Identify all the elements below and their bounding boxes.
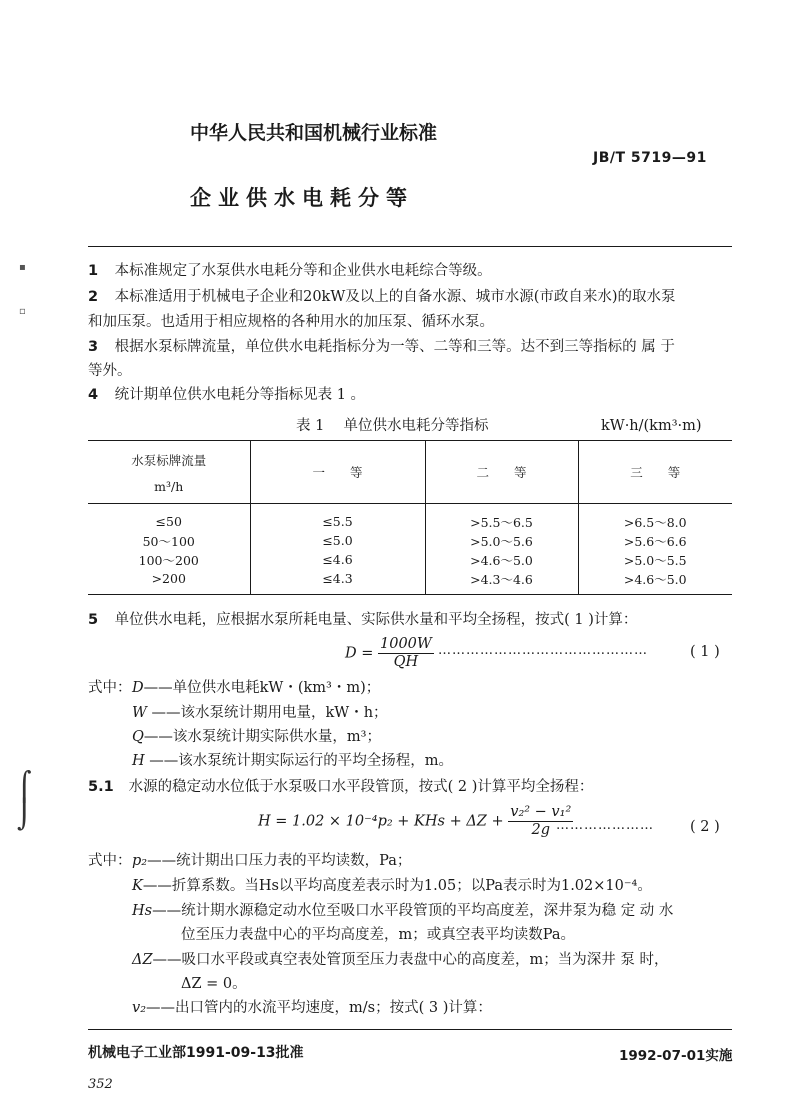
table-bottom-rule [88, 594, 732, 595]
org-title: 中华人民共和国机械行业标准 [190, 122, 438, 144]
formula-1-fraction [378, 636, 434, 671]
clause-text: 单位供水电耗，应根据水泵所耗电量、实际供水量和平均全扬程，按式( 1 )计算： [114, 612, 638, 628]
clause-3-continued: 等外。 [88, 363, 132, 379]
header-flow-rate [88, 441, 250, 504]
cell-grade-1: ≤5.0 [250, 531, 425, 550]
clause-1 [88, 262, 492, 281]
def-Hs [132, 902, 673, 921]
table-row [88, 531, 732, 550]
def-Hs-continued: 位至压力表盘中心的平均高度差，m；或真空表平均读数Pa。 [181, 927, 575, 943]
formula-1-lhs: D = [345, 645, 374, 662]
table-caption: 表 1 单位供水电耗分等指标 [296, 418, 489, 434]
definition: ——统计期出口压力表的平均读数，Pa； [147, 853, 412, 869]
footer-rule [88, 1029, 732, 1030]
symbol: v₂ [132, 1000, 147, 1016]
formula-2-tag: ( 2 ) [690, 819, 720, 835]
clause-text: 统计期单位供水电耗分等指标见表 1 。 [114, 387, 366, 403]
formula-2-lhs: H = 1.02 × 10⁻⁴p₂ + KHs + ΔZ + [258, 813, 504, 830]
clause-text: 本标准规定了水泵供水电耗分等和企业供水电耗综合等级。 [114, 263, 492, 279]
definition: ——单位供水电耗kW・(km³・m)； [143, 680, 381, 696]
symbol: W [132, 705, 147, 721]
def-dZ [132, 951, 669, 970]
clause-5-1 [88, 778, 593, 797]
formula-1 [345, 636, 434, 671]
energy-grade-table [88, 440, 732, 594]
formula-1-tag: ( 1 ) [690, 644, 720, 660]
formula-2-denominator: 2g [531, 822, 551, 838]
formula-1-denominator: QH [393, 654, 419, 670]
symbol: ΔZ [132, 952, 153, 968]
clause-text-line1: 根据水泵标牌流量，单位供水电耗指标分为一等、二等和三等。达不到三等指标的 属 于 [114, 339, 675, 355]
formula-1-leader: ……………………………………… [438, 643, 648, 658]
clause-number: 3 [88, 339, 99, 355]
header-grade-3: 三 等 [578, 441, 732, 504]
table-unit: kW·h/(km³·m) [601, 418, 702, 434]
header-grade-2: 二 等 [425, 441, 578, 504]
definition: ——统计期水源稳定动水位至吸口水平段管顶的平均高度差，深井泵为稳 定 动 水 [152, 903, 674, 919]
margin-mark: ▫ [19, 306, 26, 317]
effective-date: 1992-07-01实施 [619, 1048, 733, 1064]
cell-grade-2: >4.6～5.0 [425, 550, 578, 569]
cell-grade-3: >5.0～5.5 [578, 550, 732, 569]
def-dZ-continued: ΔZ = 0。 [181, 976, 247, 992]
def-v2 [132, 999, 492, 1018]
cell-grade-1: ≤4.3 [250, 569, 425, 594]
table-row [88, 550, 732, 569]
definition: ——该水泵统计期实际供水量，m³； [143, 729, 381, 745]
definition: ——该水泵统计期实际运行的平均全扬程，m。 [144, 753, 454, 769]
symbol: H [132, 753, 145, 769]
cell-grade-3: >5.6～6.6 [578, 531, 732, 550]
clause-number: 2 [88, 289, 99, 305]
def-Q [132, 728, 381, 747]
symbol: K [132, 878, 143, 894]
where-label: 式中： [88, 853, 132, 869]
header-rule [88, 246, 732, 247]
clause-number: 1 [88, 263, 99, 279]
standard-code: JB/T 5719—91 [593, 150, 707, 166]
clause-2 [88, 288, 676, 307]
formula-2 [258, 804, 573, 839]
clause-text: 水源的稳定动水位低于水泵吸口水平段管顶，按式( 2 )计算平均全扬程： [128, 779, 594, 795]
header-grade-1: 一 等 [250, 441, 425, 504]
clause-2-continued: 和加压泵。也适用于相应规格的各种用水的加压泵、循环水泵。 [88, 314, 494, 330]
clause-4 [88, 386, 365, 405]
cell-grade-2: >5.0～5.6 [425, 531, 578, 550]
clause-number: 5.1 [88, 779, 114, 795]
clause-text-line1: 本标准适用于机械电子企业和20kW及以上的自备水源、城市水源(市政自来水)的取水泵 [114, 289, 676, 305]
approval-line: 机械电子工业部1991-09-13批准 [88, 1045, 304, 1061]
cell-grade-3: >4.6～5.0 [578, 569, 732, 594]
clause-number: 4 [88, 387, 99, 403]
cell-grade-3: >6.5～8.0 [578, 504, 732, 532]
formula-2-leader: ………………… [556, 818, 654, 833]
header-flow-label: 水泵标牌流量 [131, 452, 207, 468]
clause-number: 5 [88, 612, 99, 628]
table-header-row [88, 441, 732, 504]
margin-mark: ▪ [19, 262, 26, 273]
cell-flow: 100～200 [138, 552, 199, 568]
symbol: p₂ [132, 853, 148, 869]
where-label: 式中： [88, 680, 132, 696]
margin-bracket: ⌡ [17, 798, 32, 831]
symbol: Hs [132, 903, 153, 919]
table-row [88, 569, 732, 594]
cell-flow: 50～100 [142, 533, 195, 549]
page-number: 352 [88, 1077, 113, 1092]
cell-flow: >200 [151, 571, 186, 586]
formula-2-numerator: v₂² − v₁² [510, 804, 572, 820]
cell-grade-2: >4.3～4.6 [425, 569, 578, 594]
def-H [132, 752, 453, 771]
clause-5 [88, 611, 637, 630]
document-title: 企业供水电耗分等 [190, 186, 414, 210]
formula-1-numerator: 1000W [380, 636, 432, 652]
def-D [132, 679, 380, 698]
def-W [132, 704, 388, 723]
clause-3 [88, 338, 675, 357]
cell-grade-1: ≤4.6 [250, 550, 425, 569]
cell-grade-2: >5.5～6.5 [425, 504, 578, 532]
definition: ——折算系数。当Hs以平均高度差表示时为1.05；以Pa表示时为1.02×10⁻⁴。 [142, 878, 652, 894]
definition: ——吸口水平段或真空表处管顶至压力表盘中心的高度差，m；当为深井 泵 时， [152, 952, 669, 968]
cell-flow: ≤50 [155, 514, 182, 529]
definition: ——该水泵统计期用电量，kW・h； [146, 705, 388, 721]
margin-bracket: ⌠ [17, 770, 32, 803]
symbol: Q [132, 729, 144, 745]
header-flow-unit: m³/h [154, 478, 184, 494]
symbol: D [132, 680, 144, 696]
def-K [132, 877, 652, 896]
def-p2 [132, 852, 411, 871]
table-row [88, 504, 732, 532]
definition: ——出口管内的水流平均速度，m/s；按式( 3 )计算： [146, 1000, 492, 1016]
cell-grade-1: ≤5.5 [250, 504, 425, 532]
